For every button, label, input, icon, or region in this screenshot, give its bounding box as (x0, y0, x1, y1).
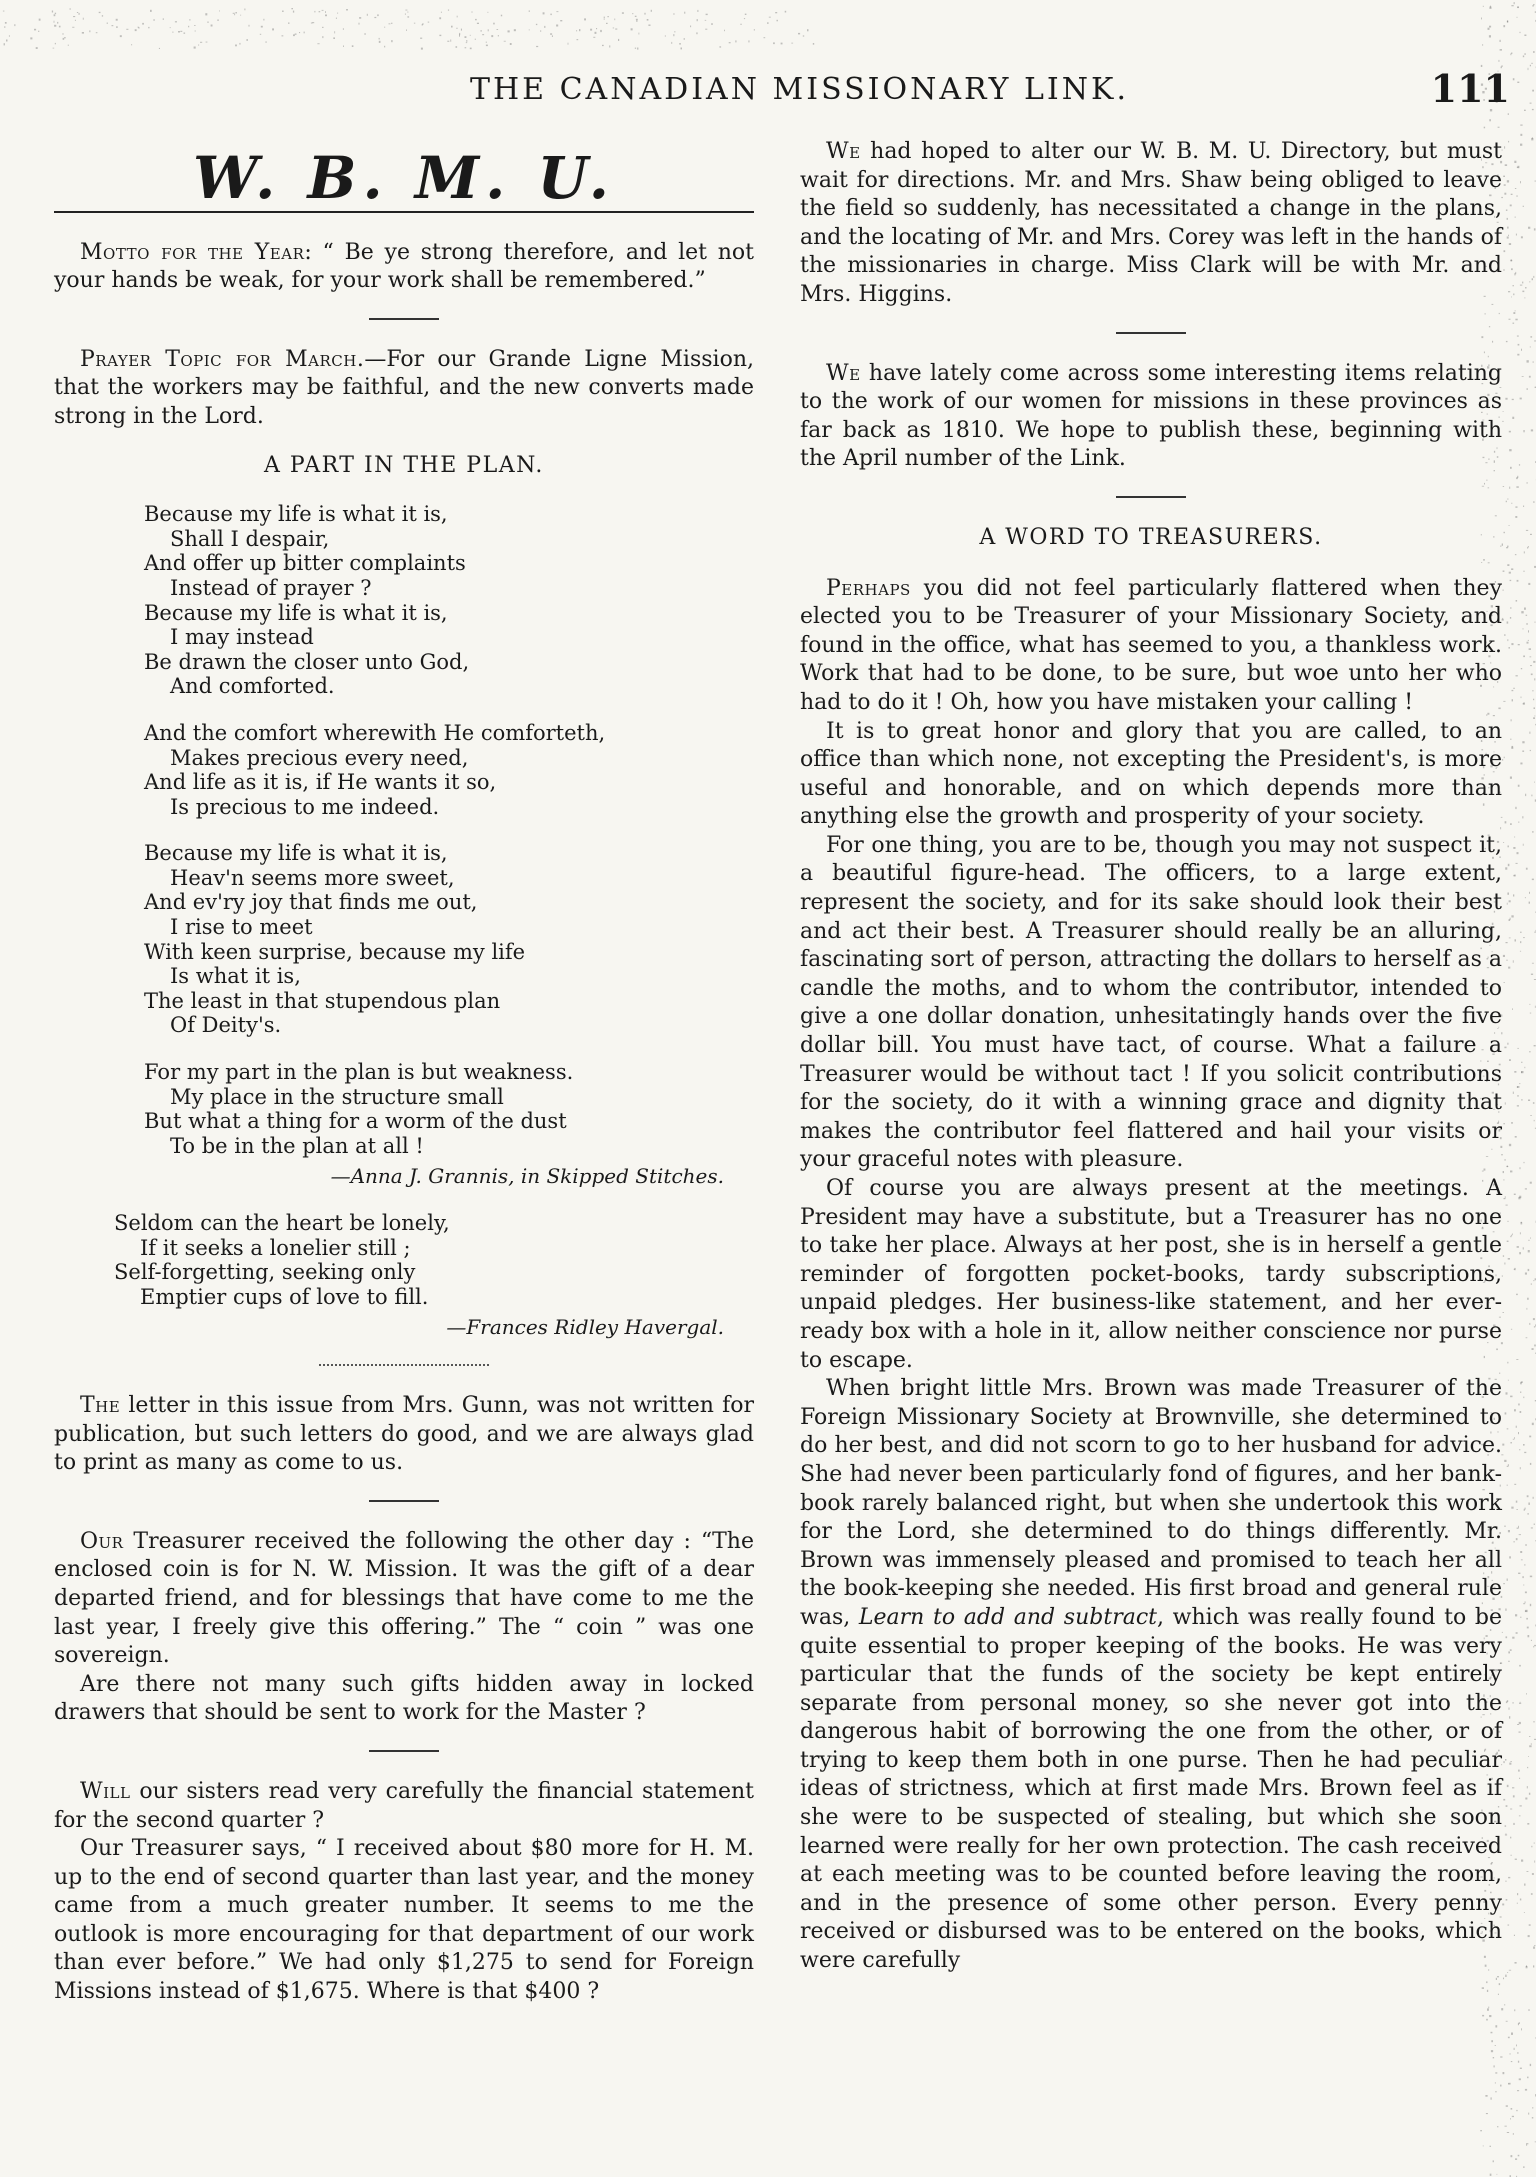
left-column (54, 144, 754, 2007)
poem-title: A PART IN THE PLAN. (264, 452, 544, 478)
masthead-wbmu: W. B. M. U. (193, 144, 615, 212)
treasurers-paragraph (800, 575, 1502, 718)
poem-line: Makes precious every need, (170, 745, 469, 770)
poem-attribution: —Frances Ridley Havergal. (446, 1315, 724, 1340)
poem-a-part-in-the-plan (144, 502, 754, 1158)
poem-line: Because my life is what it is, (144, 841, 448, 866)
paragraph-text: have lately come across some interesting items relating to the work of our women for missions in these provinces as far back as 1810. We hope to publish these, beginning with the April number of the Link. (800, 360, 1502, 472)
running-title: THE CANADIAN MISSIONARY LINK. (470, 72, 1129, 107)
poem-line: Is precious to me indeed. (170, 794, 440, 819)
poem-line: Heav'n seems more sweet, (170, 865, 455, 890)
poem-line: With keen surprise, because my life (144, 939, 526, 964)
divider-rule (369, 1500, 439, 1502)
paragraph-text: letter in this issue from Mrs. Gunn, was not written for publication, but such letters do good, and we are always glad to print as many as come to us. (54, 1392, 754, 1476)
treasurers-paragraph: Of course you are always present at the meetings. A President may have a substitute, but a Treasurer has no one to take her place. Always at her post, she is in herself a gentle reminder of forgotten pocket-books, tardy subscriptions, unpaid pledges. Her business-like statement, and her ever-ready box with a hole in it, allow neither conscience nor purse to escape. (800, 1176, 1502, 1373)
lead-word: The (80, 1392, 121, 1418)
items-paragraph (800, 360, 1502, 474)
poem-line: For my part in the plan is but weakness. (144, 1060, 574, 1085)
prayer-label: Prayer Topic for March. (80, 346, 365, 372)
lead-word: We (826, 360, 861, 386)
page-number: 111 (1430, 66, 1510, 111)
page-header (420, 66, 1510, 116)
poem-line: Shall I despair, (170, 526, 330, 551)
poem-line: My place in the structure small (170, 1084, 504, 1109)
gifts-paragraph: Are there not many such gifts hidden away in locked drawers that should be sent to work for the Master ? (54, 1671, 754, 1726)
poem-line: Of Deity's. (170, 1013, 282, 1038)
prayer-paragraph (54, 346, 754, 432)
divider-rule (1116, 332, 1186, 334)
poem-line: And comforted. (170, 674, 335, 699)
poem-line: And ev'ry joy that finds me out, (144, 890, 478, 915)
lead-word: Will (80, 1778, 131, 1804)
poem-stanza (144, 841, 754, 1038)
poem-line: To be in the plan at all ! (170, 1133, 424, 1158)
paragraph-text: Treasurer received the following the other day : “The enclosed coin is for N. W. Mission. It was the gift of a dear departed friend, and for blessings that have come to me the last year, I freely give this offering.” The “ coin ” was one sovereign. (54, 1528, 754, 1669)
divider-rule (369, 1750, 439, 1752)
poem-line: And life as it is, if He wants it so, (144, 770, 497, 795)
treasurers-paragraph: It is to great honor and glory that you are called, to an office than which none, not excepting the President's, is more useful and honorable, and on which depends more than anything else the growth and prosperity of your society. (800, 718, 1502, 830)
prayer-text: —For our Grande Ligne Mission, that the workers may be faithful, and the new converts made strong in the Lord. (54, 346, 754, 429)
financial-paragraph (54, 1778, 754, 1835)
poem-line: I rise to meet (170, 915, 313, 940)
right-column (800, 138, 1502, 1976)
poem-line: Because my life is what it is, (144, 502, 448, 527)
paragraph-text: had hoped to alter our W. B. M. U. Directory, but must wait for directions. Mr. and Mrs. Shaw being obliged to leave the field so suddenly, has necessitated a change in the plans, and the locating of Mr. and Mrs. Corey was left in the hands of the missionaries in charge. Miss Clark will be with Mr. and Mrs. Higgins. (800, 139, 1502, 307)
treasurers-paragraph (800, 1375, 1502, 1975)
divider-rule (1116, 496, 1186, 498)
lead-word: Our (80, 1528, 124, 1554)
poem-stanza (144, 502, 754, 699)
poem-line: If it seeks a lonelier still ; (140, 1235, 411, 1260)
poem-line: I may instead (170, 625, 314, 650)
poem-line: The least in that stupendous plan (144, 988, 501, 1013)
motto-label: Motto for the Year (80, 239, 305, 265)
divider-rule (369, 318, 439, 320)
poem-line: And offer up bitter complaints (144, 551, 466, 576)
letter-paragraph (54, 1392, 754, 1478)
lead-word: Perhaps (826, 575, 911, 601)
treasurers-paragraph: For one thing, you are to be, though you may not suspect it, a beautiful figure-head. The officers, to a large extent, represent the society, and for its sake should look their best and act their best. A Treasurer should really be an alluring, fascinating sort of person, attracting the dollars to herself as a candle the moths, and to whom the contributor, intended to give a one dollar donation, unhesitatingly hands over the five dollar bill. You must have tact, of course. What a failure a Treasurer would be without tact ! If you solicit contributions for the society, do it with a winning grace and dignity that makes the contributor feel flattered and hail your visits or your graceful notes with pleasure. (800, 832, 1502, 1173)
poem-line: But what a thing for a worm of the dust (144, 1109, 567, 1134)
motto-text: : “ Be ye strong therefore, and let not your hands be weak, for your work shall be remembered.” (54, 239, 754, 294)
section-title-treasurers: A WORD TO TREASURERS. (979, 524, 1323, 550)
lead-word: We (826, 139, 861, 164)
poem-line: Emptier cups of love to fill. (140, 1284, 429, 1309)
poem-seldom (114, 1211, 754, 1309)
poem-line: Seldom can the heart be lonely, (114, 1211, 450, 1235)
poem-line: Instead of prayer ? (170, 575, 372, 600)
poem-attribution: —Anna J. Grannis, in Skipped Stitches. (330, 1164, 724, 1189)
treasurer-paragraph (54, 1528, 754, 1671)
poem-stanza (144, 721, 754, 819)
paragraph-text: , which was really found to be quite essential to proper keeping of the books. He was very particular that the funds of the society be kept entirely separate from personal money, so she never got into the dangerous habit of borrowing the one from the other, or of trying to keep them both in one purse. Then he had peculiar ideas of strictness, which at first made Mrs. Brown feel as if she were to be suspected of stealing, but which she soon learned were really for her own protection. The cash received at each meeting was to be counted before leaving the room, and in the presence of some other person. Every penny received or disbursed was to be entered on the books, which were carefully (800, 1604, 1502, 1974)
motto-paragraph (54, 239, 754, 296)
poem-line: Because my life is what it is, (144, 600, 448, 625)
poem-line: And the comfort wherewith He comforteth, (144, 720, 606, 745)
paragraph-text: When bright little Mrs. Brown was made Treasurer of the Foreign Missionary Society at Brownville, she determined to do her best, and did not scorn to go to her husband for advice. She had never been particularly fond of figures, and her bank-book rarely balanced right, but when she undertook this work for the Lord, she determined to do things differently. Mr. Brown was immensely pleased and promised to teach her all the book-keeping she needed. His first broad and general rule was, (800, 1376, 1502, 1630)
treasurer-says-paragraph: Our Treasurer says, “ I received about $80 more for H. M. up to the end of second quarter than last year, and the money came from a much greater number. It seems to me the outlook is more encouraging for that department of our work than ever before.” We had only $1,275 to send for Foreign Missions instead of $1,675. Where is that $400 ? (54, 1836, 754, 2005)
directory-paragraph (800, 138, 1502, 310)
divider-dotted (319, 1364, 489, 1366)
rule-quote: Learn to add and subtract (858, 1604, 1157, 1630)
poem-line: Is what it is, (170, 964, 301, 989)
poem-line: Be drawn the closer unto God, (144, 649, 470, 674)
paragraph-text: you did not feel particularly flattered when they elected you to be Treasurer of your Missionary Society, and found in the office, what has seemed to you, a thankless work. Work that had to be done, to be sure, but woe unto her who had to do it ! Oh, how you have mistaken your calling ! (800, 575, 1502, 715)
paragraph-text: our sisters read very carefully the financial statement for the second quarter ? (54, 1778, 754, 1833)
poem-line: Self-forgetting, seeking only (114, 1260, 416, 1285)
poem-stanza (144, 1060, 754, 1158)
